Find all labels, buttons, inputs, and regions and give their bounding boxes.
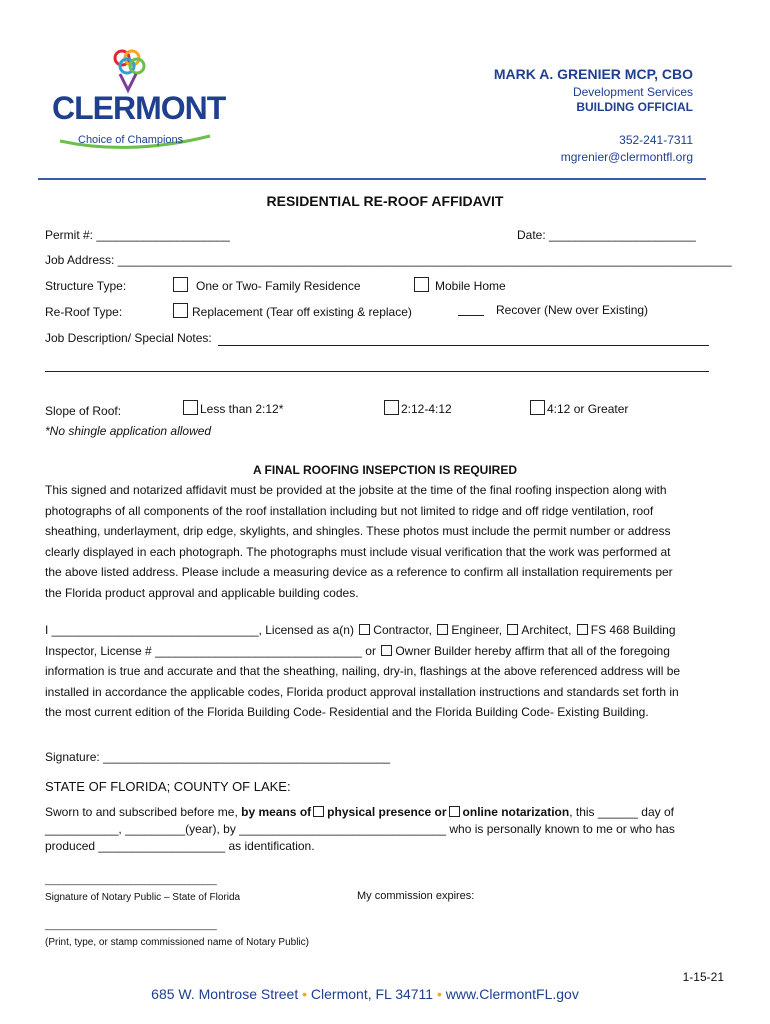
checkbox-icon[interactable] — [359, 624, 370, 635]
sworn-text: Sworn to and subscribed before me, — [45, 805, 238, 819]
inspection-line: photographs of all components of the roof installation including but not limited to ridge and off ridge ventilation, roof — [45, 503, 654, 518]
checkbox-icon[interactable] — [173, 277, 188, 292]
affirm-line-2 — [45, 641, 680, 662]
sworn-line-2[interactable]: ___________, _________(year), by _______________________________ who is personally known to me or who has — [45, 822, 675, 836]
date-field[interactable]: Date: ______________________ — [517, 228, 696, 242]
checkbox-icon[interactable] — [173, 303, 188, 318]
reroof-option-recover[interactable] — [458, 303, 648, 317]
physical-presence-label: physical presence or — [327, 805, 447, 819]
option-architect-label: Architect, — [521, 623, 572, 637]
checkbox-icon[interactable] — [313, 806, 324, 817]
sworn-paragraph — [45, 804, 675, 855]
slope-label: Slope of Roof: — [45, 404, 122, 418]
bullet-icon: • — [302, 986, 308, 1002]
notary-signature-label: Signature of Notary Public – State of Florida — [45, 892, 241, 903]
form-title: RESIDENTIAL RE-ROOF AFFIDAVIT — [266, 193, 504, 209]
affirm-line-4: installed in accordance the applicable codes, Florida product approval installation instructions and standards set forth in — [45, 684, 679, 699]
option-engineer-label: Engineer, — [451, 623, 503, 637]
footer-website[interactable]: www.ClermontFL.gov — [445, 986, 579, 1002]
official-role: BUILDING OFFICIAL — [576, 100, 693, 114]
reroof-option-replacement[interactable] — [173, 303, 412, 319]
checkbox-icon[interactable] — [449, 806, 460, 817]
permit-field[interactable]: Permit #: ____________________ — [45, 228, 230, 242]
option-contractor-label: Contractor, — [373, 623, 432, 637]
license-number-field[interactable]: Inspector, License # _______________________________ or — [45, 643, 376, 658]
checkbox-icon[interactable] — [507, 624, 518, 635]
checkbox-icon[interactable] — [183, 400, 198, 415]
sworn-line-3[interactable]: produced ___________________ as identification. — [45, 839, 315, 853]
header-divider — [38, 178, 706, 180]
structure-option-residence[interactable] — [173, 277, 361, 293]
notary-signature-line[interactable]: ______________________________________ — [45, 875, 217, 885]
bullet-icon: • — [436, 986, 442, 1002]
department: Development Services — [572, 85, 693, 99]
slope-option-low-label: Less than 2:12* — [200, 402, 284, 416]
notary-print-label: (Print, type, or stamp commissioned name of Notary Public) — [45, 937, 309, 948]
day-field[interactable]: , this ______ day of — [569, 805, 674, 819]
structure-type-label: Structure Type: — [45, 279, 127, 293]
email-address: mgrenier@clermontfl.org — [560, 150, 693, 164]
inspection-line: sheathing, underlayment, drip edge, skylights, and shingles. These photos must include the permit number or address — [45, 524, 671, 538]
affirm-line-5: the most current edition of the Florida Building Code- Residential and the Florida Building Code- Existing Building. — [45, 705, 649, 719]
footer-address — [0, 986, 730, 1002]
slope-option-high[interactable] — [530, 400, 628, 416]
sworn-line-1 — [45, 804, 675, 821]
online-notarization-label: online notarization — [462, 805, 570, 819]
job-description-line-2[interactable] — [45, 371, 709, 372]
checkbox-icon[interactable] — [530, 400, 545, 415]
slope-option-mid[interactable] — [384, 400, 452, 416]
form-version: 1-15-21 — [682, 970, 724, 984]
logo-tagline: Choice of Champions — [78, 134, 184, 146]
job-description-line-1[interactable] — [218, 345, 709, 346]
inspection-heading: A FINAL ROOFING INSEPCTION IS REQUIRED — [252, 463, 518, 477]
reroof-type-label: Re-Roof Type: — [45, 305, 123, 319]
structure-option-mobile[interactable] — [414, 277, 506, 293]
slope-option-high-label: 4:12 or Greater — [547, 402, 629, 416]
recover-blank[interactable] — [458, 303, 484, 316]
job-address-field[interactable]: Job Address: ____________________________________________________________________________________________ — [45, 253, 732, 267]
structure-option-mobile-label: Mobile Home — [435, 279, 506, 293]
sworn-means-text: by means of — [241, 805, 312, 819]
slope-note: *No shingle application allowed — [45, 424, 212, 438]
affirm-line-3: information is true and accurate and that the sheathing, nailing, dry-in, flashings at the above referenced address will be — [45, 664, 681, 678]
inspection-line: This signed and notarized affidavit must be provided at the jobsite at the time of the final roofing inspection along with — [45, 483, 667, 497]
checkbox-icon[interactable] — [414, 277, 429, 292]
phone-number: 352-241-7311 — [619, 133, 693, 147]
option-fs468-label: FS 468 Building — [590, 623, 676, 637]
logo-wordmark: CLERMONT — [52, 90, 226, 126]
notary-print-line[interactable]: ______________________________________ — [45, 920, 217, 930]
clermont-logo — [50, 46, 226, 156]
licensee-name-field[interactable]: I _______________________________, Licensed as a(n) — [45, 623, 354, 637]
official-name: MARK A. GRENIER MCP, CBO — [493, 66, 693, 82]
state-county-heading: STATE OF FLORIDA; COUNTY OF LAKE: — [45, 779, 291, 794]
affirmation-paragraph — [45, 620, 680, 723]
inspection-paragraph — [45, 480, 673, 603]
slope-option-low[interactable] — [183, 400, 283, 416]
inspection-line: clearly displayed in each photograph. The photographs must include visual verification that the work was performed at — [45, 544, 671, 559]
checkbox-icon[interactable] — [381, 645, 392, 656]
inspection-line: the above listed address. Please include a measuring device as a reference to confirm all installation requirements per — [45, 565, 673, 579]
affirm-line-1 — [45, 620, 680, 641]
checkbox-icon[interactable] — [577, 624, 588, 635]
option-owner-builder-label: Owner Builder hereby affirm that all of the foregoing — [395, 643, 670, 658]
reroof-option-replacement-label: Replacement (Tear off existing & replace) — [192, 305, 412, 319]
slope-option-mid-label: 2:12-4:12 — [401, 402, 452, 416]
checkbox-icon[interactable] — [384, 400, 399, 415]
checkbox-icon[interactable] — [437, 624, 448, 635]
footer-street: 685 W. Montrose Street — [151, 986, 299, 1002]
footer-city: Clermont, FL 34711 — [310, 986, 434, 1002]
structure-option-residence-label: One or Two- Family Residence — [196, 279, 361, 293]
inspection-line: the Florida product approval and applicable building codes. — [45, 585, 359, 600]
reroof-option-recover-label: Recover (New over Existing) — [496, 303, 649, 317]
signature-field[interactable]: Signature: ___________________________________________ — [45, 750, 391, 764]
commission-expires-label: My commission expires: — [357, 890, 475, 902]
job-description-label: Job Description/ Special Notes: — [45, 331, 212, 345]
